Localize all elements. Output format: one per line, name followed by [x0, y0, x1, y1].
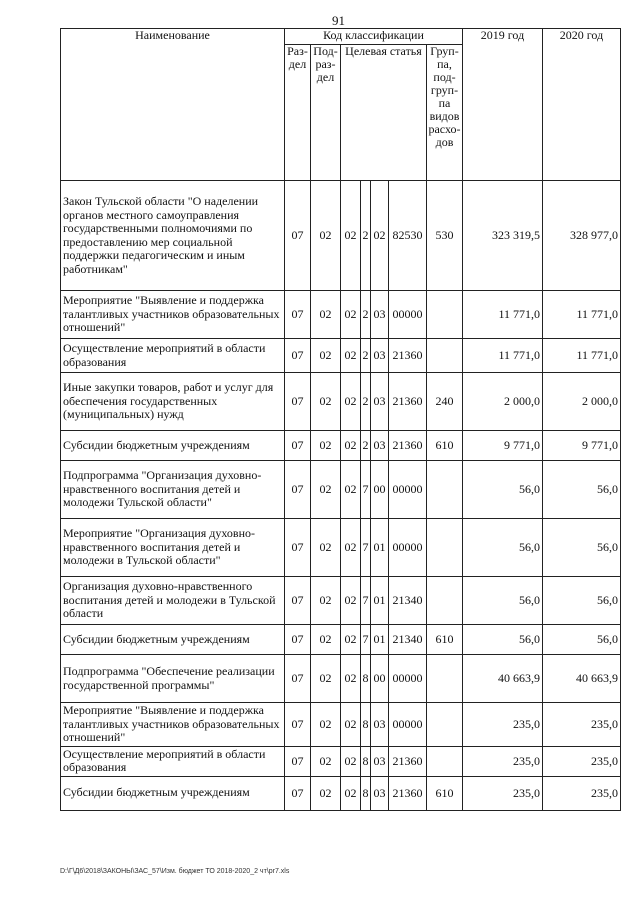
row-name: Субсидии бюджетным учреждениям — [61, 625, 285, 655]
row-amount-2019: 2 000,0 — [463, 373, 543, 431]
row-target-subprogram: 7 — [361, 461, 371, 519]
row-target-program: 02 — [341, 461, 361, 519]
row-razdel: 07 — [285, 461, 311, 519]
row-target-event: 03 — [371, 339, 389, 373]
row-podrazdel: 02 — [311, 746, 341, 776]
row-target-program: 02 — [341, 181, 361, 291]
row-target-event: 00 — [371, 461, 389, 519]
row-expense-type: 240 — [427, 373, 463, 431]
row-target-program: 02 — [341, 339, 361, 373]
row-expense-type — [427, 519, 463, 577]
row-podrazdel: 02 — [311, 776, 341, 810]
row-podrazdel: 02 — [311, 431, 341, 461]
row-target-event: 03 — [371, 776, 389, 810]
header-razdel: Раз-дел — [285, 45, 311, 181]
row-target-direction: 21360 — [389, 373, 427, 431]
row-target-direction: 00000 — [389, 655, 427, 703]
row-target-event: 00 — [371, 655, 389, 703]
table-row — [61, 339, 621, 373]
row-target-event: 03 — [371, 373, 389, 431]
row-target-program: 02 — [341, 519, 361, 577]
row-target-program: 02 — [341, 746, 361, 776]
table-row — [61, 181, 621, 291]
row-amount-2019: 11 771,0 — [463, 339, 543, 373]
row-name: Мероприятие "Выявление и поддержка талантливых участников образовательных отношений" — [61, 291, 285, 339]
row-expense-type — [427, 655, 463, 703]
row-expense-type: 530 — [427, 181, 463, 291]
row-target-direction: 00000 — [389, 519, 427, 577]
row-expense-type — [427, 703, 463, 747]
row-target-direction: 21360 — [389, 339, 427, 373]
table-row — [61, 431, 621, 461]
row-amount-2020: 11 771,0 — [543, 339, 621, 373]
row-target-subprogram: 8 — [361, 746, 371, 776]
row-target-direction: 21340 — [389, 577, 427, 625]
header-code-group: Код классификации — [285, 29, 463, 45]
table-row — [61, 461, 621, 519]
row-target-direction: 21340 — [389, 625, 427, 655]
row-expense-type: 610 — [427, 431, 463, 461]
row-podrazdel: 02 — [311, 703, 341, 747]
row-amount-2020: 328 977,0 — [543, 181, 621, 291]
row-podrazdel: 02 — [311, 339, 341, 373]
row-target-event: 03 — [371, 746, 389, 776]
row-podrazdel: 02 — [311, 655, 341, 703]
row-razdel: 07 — [285, 655, 311, 703]
row-target-event: 03 — [371, 431, 389, 461]
table-row — [61, 625, 621, 655]
budget-table — [60, 28, 621, 811]
row-target-subprogram: 7 — [361, 519, 371, 577]
budget-table-wrapper — [60, 28, 620, 811]
header-podrazdel: Под-раз-дел — [311, 45, 341, 181]
row-target-direction: 21360 — [389, 776, 427, 810]
row-amount-2020: 56,0 — [543, 625, 621, 655]
row-amount-2019: 56,0 — [463, 519, 543, 577]
row-razdel: 07 — [285, 746, 311, 776]
row-amount-2020: 235,0 — [543, 703, 621, 747]
row-name: Подпрограмма "Организация духовно-нравственного воспитания детей и молодежи Тульской области" — [61, 461, 285, 519]
row-amount-2019: 11 771,0 — [463, 291, 543, 339]
table-row — [61, 703, 621, 747]
row-target-program: 02 — [341, 776, 361, 810]
row-target-subprogram: 7 — [361, 577, 371, 625]
row-expense-type — [427, 291, 463, 339]
row-target-program: 02 — [341, 577, 361, 625]
row-amount-2019: 235,0 — [463, 776, 543, 810]
row-target-direction: 21360 — [389, 746, 427, 776]
row-name: Осуществление мероприятий в области образования — [61, 746, 285, 776]
row-target-event: 02 — [371, 181, 389, 291]
row-expense-type — [427, 461, 463, 519]
row-target-subprogram: 2 — [361, 431, 371, 461]
row-amount-2020: 56,0 — [543, 461, 621, 519]
row-razdel: 07 — [285, 431, 311, 461]
row-name: Осуществление мероприятий в области образования — [61, 339, 285, 373]
table-row — [61, 776, 621, 810]
row-razdel: 07 — [285, 181, 311, 291]
row-podrazdel: 02 — [311, 373, 341, 431]
row-razdel: 07 — [285, 776, 311, 810]
page-number: 91 — [332, 13, 345, 28]
row-target-direction: 21360 — [389, 431, 427, 461]
row-expense-type — [427, 339, 463, 373]
header-year-2020: 2020 год — [543, 29, 621, 181]
row-target-program: 02 — [341, 291, 361, 339]
row-podrazdel: 02 — [311, 291, 341, 339]
row-target-direction: 00000 — [389, 703, 427, 747]
row-razdel: 07 — [285, 703, 311, 747]
table-row — [61, 577, 621, 625]
row-amount-2019: 9 771,0 — [463, 431, 543, 461]
row-expense-type — [427, 746, 463, 776]
row-podrazdel: 02 — [311, 519, 341, 577]
table-row — [61, 746, 621, 776]
row-target-subprogram: 2 — [361, 339, 371, 373]
row-razdel: 07 — [285, 373, 311, 431]
row-name: Подпрограмма "Обеспечение реализации государственной программы" — [61, 655, 285, 703]
row-razdel: 07 — [285, 625, 311, 655]
table-row — [61, 291, 621, 339]
row-target-event: 01 — [371, 519, 389, 577]
row-amount-2019: 40 663,9 — [463, 655, 543, 703]
header-target-article: Целевая статья — [341, 45, 427, 181]
row-name: Субсидии бюджетным учреждениям — [61, 776, 285, 810]
row-amount-2020: 2 000,0 — [543, 373, 621, 431]
row-target-event: 01 — [371, 577, 389, 625]
row-amount-2019: 56,0 — [463, 461, 543, 519]
row-amount-2020: 235,0 — [543, 746, 621, 776]
row-target-program: 02 — [341, 655, 361, 703]
table-row — [61, 519, 621, 577]
row-target-program: 02 — [341, 431, 361, 461]
table-body — [61, 181, 621, 811]
row-name: Организация духовно-нравственного воспитания детей и молодежи в Тульской области — [61, 577, 285, 625]
row-target-event: 03 — [371, 291, 389, 339]
header-expense-type: Груп-па, под-груп-па видов расхо-дов — [427, 45, 463, 181]
row-amount-2020: 11 771,0 — [543, 291, 621, 339]
row-expense-type: 610 — [427, 776, 463, 810]
row-razdel: 07 — [285, 291, 311, 339]
row-amount-2019: 235,0 — [463, 703, 543, 747]
row-target-event: 03 — [371, 703, 389, 747]
row-amount-2020: 56,0 — [543, 519, 621, 577]
row-expense-type — [427, 577, 463, 625]
row-amount-2020: 56,0 — [543, 577, 621, 625]
row-podrazdel: 02 — [311, 181, 341, 291]
row-name: Субсидии бюджетным учреждениям — [61, 431, 285, 461]
row-amount-2019: 56,0 — [463, 577, 543, 625]
row-target-program: 02 — [341, 625, 361, 655]
row-name: Иные закупки товаров, работ и услуг для обеспечения государственных (муниципальных) нужд — [61, 373, 285, 431]
header-name: Наименование — [61, 29, 285, 181]
row-razdel: 07 — [285, 519, 311, 577]
row-target-direction: 00000 — [389, 461, 427, 519]
row-podrazdel: 02 — [311, 461, 341, 519]
row-razdel: 07 — [285, 577, 311, 625]
table-row — [61, 655, 621, 703]
table-row — [61, 373, 621, 431]
row-target-subprogram: 2 — [361, 181, 371, 291]
row-target-subprogram: 7 — [361, 625, 371, 655]
row-amount-2019: 56,0 — [463, 625, 543, 655]
header-year-2019: 2019 год — [463, 29, 543, 181]
row-name: Мероприятие "Организация духовно-нравственного воспитания детей и молодежи в Тульской области" — [61, 519, 285, 577]
row-target-direction: 82530 — [389, 181, 427, 291]
row-target-subprogram: 8 — [361, 776, 371, 810]
row-target-direction: 00000 — [389, 291, 427, 339]
row-expense-type: 610 — [427, 625, 463, 655]
row-name: Мероприятие "Выявление и поддержка талантливых участников образовательных отношений" — [61, 703, 285, 747]
row-amount-2020: 9 771,0 — [543, 431, 621, 461]
row-name: Закон Тульской области "О наделении органов местного самоуправления государственными полномочиями по предоставлению мер социальной поддержки педагогическим и иным работникам" — [61, 181, 285, 291]
row-amount-2019: 323 319,5 — [463, 181, 543, 291]
row-podrazdel: 02 — [311, 625, 341, 655]
row-amount-2020: 40 663,9 — [543, 655, 621, 703]
row-target-subprogram: 8 — [361, 703, 371, 747]
file-path-footer: D:\Г\Д6\2018\ЗАКОНЫ\ЗАС_57\Изм. бюджет ТО 2018-2020_2 чт\pr7.xls — [60, 868, 290, 875]
row-target-program: 02 — [341, 703, 361, 747]
row-target-subprogram: 2 — [361, 291, 371, 339]
row-target-subprogram: 8 — [361, 655, 371, 703]
row-target-event: 01 — [371, 625, 389, 655]
row-amount-2019: 235,0 — [463, 746, 543, 776]
row-podrazdel: 02 — [311, 577, 341, 625]
row-amount-2020: 235,0 — [543, 776, 621, 810]
row-razdel: 07 — [285, 339, 311, 373]
row-target-subprogram: 2 — [361, 373, 371, 431]
row-target-program: 02 — [341, 373, 361, 431]
